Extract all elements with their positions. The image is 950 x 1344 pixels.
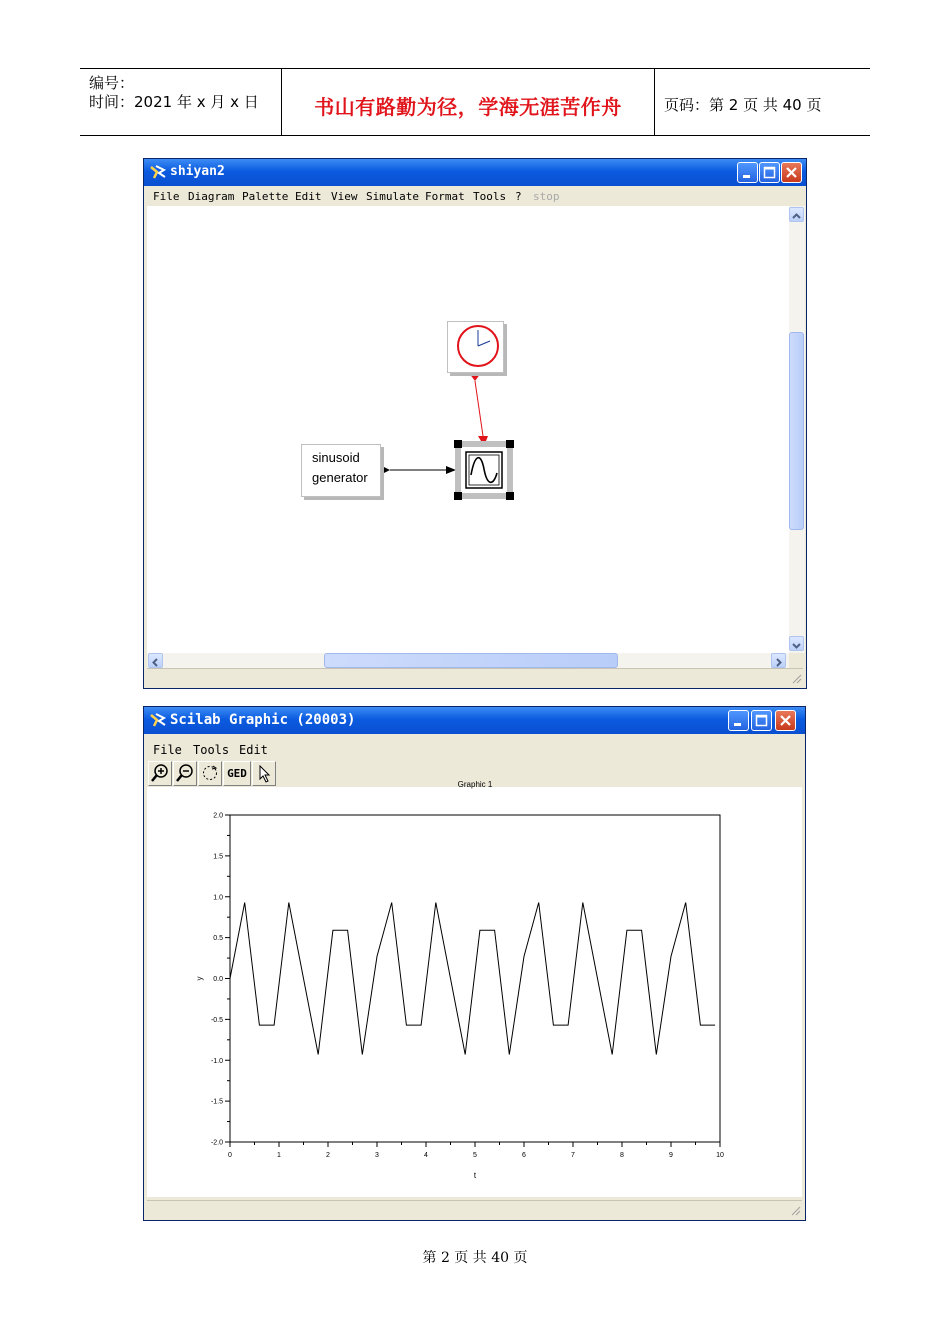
maximize-icon [752, 711, 771, 730]
minimize-icon [738, 163, 757, 182]
x-tick-label: 0 [228, 1152, 232, 1159]
y-tick-label: 0.0 [213, 976, 223, 983]
diagram-titlebar[interactable] [144, 159, 806, 186]
x-tick-label: 3 [375, 1152, 379, 1159]
graphic-menubar [148, 741, 801, 759]
chevron-down-icon [790, 639, 803, 652]
zoom-out-button[interactable] [173, 761, 197, 786]
menu-simulate[interactable]: Simulate [366, 190, 419, 203]
menu-tools[interactable]: Tools [193, 743, 230, 757]
scroll-right-button[interactable] [771, 653, 786, 668]
close-icon [776, 711, 795, 730]
menu-edit[interactable]: Edit [295, 190, 322, 203]
horizontal-scroll-thumb[interactable] [324, 653, 618, 668]
graphic-title: Scilab Graphic (20003) [170, 712, 356, 728]
rotate-button[interactable] [198, 761, 222, 786]
graphic-titlebar[interactable] [144, 707, 805, 734]
chevron-up-icon [790, 210, 803, 223]
selection-handle [506, 492, 514, 500]
rotate-icon [199, 762, 221, 785]
page-footer: 第 2 页 共 40 页 [422, 1250, 528, 1266]
pointer-button[interactable] [252, 761, 276, 786]
scope-icon [453, 439, 515, 501]
zoom-in-button[interactable] [148, 761, 172, 786]
maximize-button[interactable] [759, 162, 780, 183]
maximize-button[interactable] [751, 710, 772, 731]
vertical-scrollbar[interactable] [789, 206, 805, 653]
diagram-title: shiyan2 [170, 164, 225, 179]
minimize-icon [729, 711, 748, 730]
horizontal-scrollbar[interactable] [147, 653, 789, 669]
event-link [475, 381, 483, 436]
pointer-icon [253, 762, 275, 785]
scroll-corner [789, 653, 805, 669]
zoom-out-icon [174, 762, 196, 785]
menu-palette[interactable]: Palette [242, 190, 289, 203]
x-tick-label: 9 [669, 1152, 673, 1159]
scroll-up-button[interactable] [789, 207, 804, 222]
selection-handle [506, 440, 514, 448]
menu-file[interactable]: File [153, 743, 182, 757]
y-tick-label: -0.5 [210, 1016, 223, 1024]
sinusoid-generator-block[interactable] [301, 444, 381, 497]
clock-icon [448, 322, 503, 372]
header-motto-cell [282, 69, 655, 135]
diagram-menubar [148, 188, 802, 206]
clock-output-port [469, 373, 481, 381]
x-tick-label: 7 [571, 1152, 575, 1159]
minimize-button[interactable] [728, 710, 749, 731]
x-tick-label: 1 [277, 1152, 281, 1159]
scroll-down-button[interactable] [789, 636, 804, 651]
x-tick-label: 8 [620, 1152, 624, 1159]
diagram-window [143, 158, 807, 689]
diagram-canvas[interactable] [147, 206, 789, 653]
y-tick-label: 1.5 [213, 853, 223, 861]
x-tick-label: 4 [424, 1152, 428, 1159]
diagram-statusbar [147, 668, 803, 685]
menu-diagram[interactable]: Diagram [188, 190, 235, 203]
minimize-button[interactable] [737, 162, 758, 183]
ged-button[interactable]: GED [223, 761, 251, 786]
header-left-cell [80, 69, 282, 135]
resize-grip-icon[interactable] [789, 1204, 801, 1216]
serial-label: 编号： [89, 74, 135, 92]
menu-edit[interactable]: Edit [239, 743, 268, 757]
menu-format[interactable]: Format [425, 190, 465, 203]
menu-view[interactable]: View [331, 190, 358, 203]
x-axis-label: t [473, 1171, 477, 1180]
motto: 书山有路勤为径，学海无涯苦作舟 [314, 95, 622, 119]
series-line [230, 903, 715, 1055]
close-button[interactable] [775, 710, 796, 731]
y-tick-label: 0.5 [213, 935, 223, 943]
zoom-in-icon [149, 762, 171, 785]
generator-label-line2: generator [312, 470, 368, 485]
line-chart [147, 780, 802, 1197]
x-tick-label: 2 [326, 1152, 330, 1159]
scilab-app-icon [150, 164, 166, 180]
menu-tools[interactable]: Tools [473, 190, 507, 203]
close-button[interactable] [781, 162, 802, 183]
y-tick-label: 2.0 [213, 812, 223, 820]
diagram-links [147, 206, 789, 653]
selection-handle [454, 492, 462, 500]
clock-block[interactable] [447, 321, 504, 373]
header-page-cell [655, 69, 870, 135]
y-tick-label: -1.0 [210, 1057, 223, 1065]
generator-label-line1: sinusoid [312, 450, 360, 465]
close-icon [782, 163, 801, 182]
scroll-left-button[interactable] [148, 653, 163, 668]
y-tick-label: -2.0 [210, 1139, 223, 1147]
scilab-app-icon [150, 712, 166, 728]
y-axis-label: y [195, 976, 204, 981]
selection-handle [454, 440, 462, 448]
resize-grip-icon[interactable] [790, 672, 802, 684]
graphic-window [143, 706, 806, 1221]
generator-output-port [380, 465, 390, 475]
date-line: 时间：2021 年 x 月 x 日 [89, 93, 259, 111]
menu-file[interactable]: File [153, 190, 180, 203]
menu-help[interactable]: ? [515, 190, 522, 203]
menu-stop: stop [533, 190, 560, 203]
scope-block[interactable] [458, 444, 510, 496]
page-info: 页码：第 2 页 共 40 页 [664, 96, 822, 114]
y-tick-label: 1.0 [213, 894, 223, 902]
chart-title: Graphic 1 [457, 780, 493, 789]
maximize-icon [760, 163, 779, 182]
x-tick-label: 6 [522, 1152, 526, 1159]
x-tick-label: 5 [473, 1152, 477, 1159]
document-header [80, 68, 870, 136]
plot-area[interactable] [147, 780, 802, 1197]
vertical-scroll-thumb[interactable] [789, 332, 804, 530]
graphic-statusbar [147, 1200, 802, 1217]
y-tick-label: -1.5 [210, 1098, 223, 1106]
x-tick-label: 10 [716, 1152, 724, 1159]
